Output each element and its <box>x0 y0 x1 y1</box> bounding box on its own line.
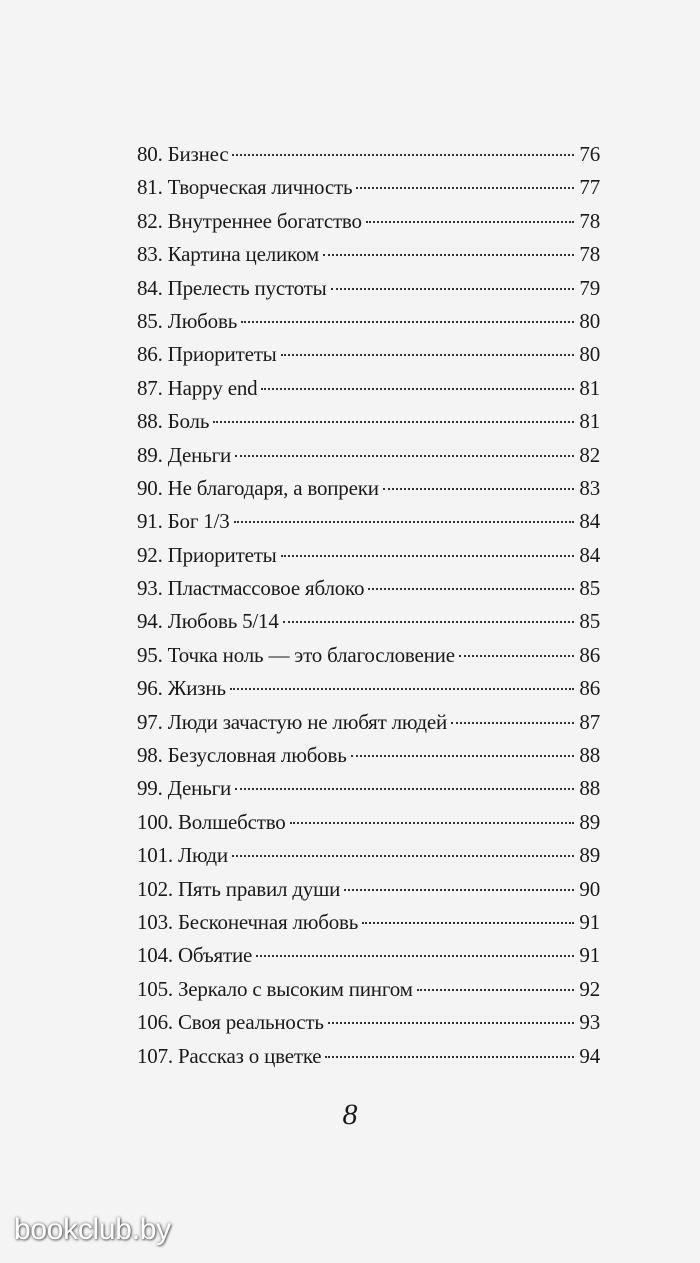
entry-number: 84. <box>137 275 163 300</box>
entry-page-number: 88 <box>579 776 600 801</box>
toc-entry <box>137 138 600 171</box>
entry-page-number: 77 <box>579 175 600 200</box>
entry-number: 83. <box>137 242 163 267</box>
dot-leader <box>261 387 574 390</box>
entry-page-number: 80 <box>579 342 600 367</box>
dot-leader <box>232 854 574 857</box>
toc-entry <box>137 706 600 739</box>
dot-leader <box>366 220 574 223</box>
entry-title: Люди зачастую не любят людей <box>167 709 447 734</box>
entry-title: Пять правил души <box>177 876 341 901</box>
dot-leader <box>256 954 574 957</box>
entry-number: 95. <box>137 642 163 667</box>
entry-page-number: 78 <box>579 208 600 233</box>
dot-leader <box>241 320 574 323</box>
entry-title: Объятие <box>177 943 253 968</box>
entry-title: Любовь <box>167 308 238 333</box>
entry-number: 104. <box>137 943 173 968</box>
entry-page-number: 91 <box>579 909 600 934</box>
entry-title: Бесконечная любовь <box>177 909 359 934</box>
entry-title: Боль <box>167 409 210 434</box>
toc-entry <box>137 939 600 972</box>
entry-page-number: 79 <box>579 275 600 300</box>
entry-number: 101. <box>137 843 173 868</box>
entry-page-number: 81 <box>579 409 600 434</box>
dot-leader <box>331 287 574 290</box>
entry-title: Не благодаря, а вопреки <box>167 475 379 500</box>
entry-title: Бог 1/3 <box>167 509 230 534</box>
toc-entry <box>137 605 600 638</box>
dot-leader <box>230 687 574 690</box>
dot-leader <box>235 787 574 790</box>
entry-page-number: 89 <box>579 843 600 868</box>
entry-number: 96. <box>137 676 163 701</box>
entry-number: 93. <box>137 576 163 601</box>
entry-page-number: 92 <box>579 976 600 1001</box>
toc-entry <box>137 372 600 405</box>
entry-page-number: 87 <box>579 709 600 734</box>
watermark: bookclub.by <box>14 1213 171 1246</box>
entry-number: 92. <box>137 542 163 567</box>
entry-title: Внутреннее богатство <box>167 208 362 233</box>
toc-entry <box>137 1040 600 1073</box>
dot-leader <box>368 587 574 590</box>
dot-leader <box>281 353 574 356</box>
dot-leader <box>283 620 574 623</box>
entry-number: 80. <box>137 142 163 166</box>
entry-page-number: 80 <box>579 308 600 333</box>
entry-page-number: 81 <box>579 375 600 400</box>
toc-entry <box>137 272 600 305</box>
toc-entry <box>137 839 600 872</box>
dot-leader <box>325 1055 574 1058</box>
dot-leader <box>356 186 574 189</box>
toc-entry <box>137 238 600 271</box>
entry-title: Жизнь <box>167 676 226 701</box>
entry-number: 82. <box>137 208 163 233</box>
table-of-contents <box>137 138 600 1073</box>
dot-leader <box>235 454 574 457</box>
entry-title: Творческая личность <box>167 175 353 200</box>
entry-page-number: 86 <box>579 676 600 701</box>
entry-page-number: 83 <box>579 475 600 500</box>
toc-entry <box>137 439 600 472</box>
dot-leader <box>451 721 574 724</box>
entry-number: 102. <box>137 876 173 901</box>
entry-title: Приоритеты <box>167 542 277 567</box>
toc-entry <box>137 672 600 705</box>
toc-entry <box>137 539 600 572</box>
entry-title: Люди <box>177 843 228 868</box>
dot-leader <box>328 1021 574 1024</box>
entry-title: Happy end <box>167 375 258 400</box>
entry-title: Приоритеты <box>167 342 277 367</box>
entry-number: 105. <box>137 976 173 1001</box>
entry-page-number: 93 <box>579 1010 600 1035</box>
toc-entry <box>137 772 600 805</box>
entry-title: Картина целиком <box>167 242 319 267</box>
entry-number: 98. <box>137 743 163 768</box>
entry-page-number: 84 <box>579 542 600 567</box>
entry-page-number: 82 <box>579 442 600 467</box>
entry-number: 86. <box>137 342 163 367</box>
dot-leader <box>323 253 574 256</box>
dot-leader <box>213 420 574 423</box>
entry-title: Рассказ о цветке <box>177 1043 322 1068</box>
toc-entry <box>137 205 600 238</box>
dot-leader <box>281 554 574 557</box>
entry-title: Пластмассовое яблоко <box>167 576 365 601</box>
toc-entry <box>137 873 600 906</box>
toc-entry <box>137 973 600 1006</box>
dot-leader <box>234 520 574 523</box>
toc-entry <box>137 639 600 672</box>
toc-entry <box>137 505 600 538</box>
toc-entry <box>137 171 600 204</box>
toc-entry <box>137 739 600 772</box>
entry-title: Любовь 5/14 <box>167 609 279 634</box>
entry-title: Своя реальность <box>177 1010 324 1035</box>
entry-number: 90. <box>137 475 163 500</box>
entry-title: Деньги <box>167 442 232 467</box>
entry-title: Безусловная любовь <box>167 743 347 768</box>
entry-title: Точка ноль — это благословение <box>167 642 455 667</box>
entry-number: 85. <box>137 308 163 333</box>
entry-number: 88. <box>137 409 163 434</box>
entry-number: 99. <box>137 776 163 801</box>
page-number: 8 <box>342 1098 358 1131</box>
entry-page-number: 85 <box>579 609 600 634</box>
toc-entry <box>137 806 600 839</box>
dot-leader <box>459 654 574 657</box>
dot-leader <box>344 888 574 891</box>
dot-leader <box>290 821 574 824</box>
toc-entry <box>137 472 600 505</box>
entry-number: 107. <box>137 1043 173 1068</box>
entry-page-number: 78 <box>579 242 600 267</box>
dot-leader <box>362 921 574 924</box>
entry-page-number: 90 <box>579 876 600 901</box>
toc-entry <box>137 906 600 939</box>
entry-page-number: 91 <box>579 943 600 968</box>
entry-number: 103. <box>137 909 173 934</box>
entry-page-number: 76 <box>579 142 600 166</box>
entry-number: 106. <box>137 1010 173 1035</box>
toc-entry <box>137 405 600 438</box>
entry-number: 81. <box>137 175 163 200</box>
toc-entry <box>137 338 600 371</box>
dot-leader <box>232 153 574 156</box>
entry-number: 97. <box>137 709 163 734</box>
entry-title: Деньги <box>167 776 232 801</box>
entry-page-number: 89 <box>579 809 600 834</box>
dot-leader <box>383 487 574 490</box>
dot-leader <box>417 988 574 991</box>
toc-entry <box>137 572 600 605</box>
entry-title: Бизнес <box>167 142 229 166</box>
toc-entry <box>137 305 600 338</box>
entry-number: 100. <box>137 809 173 834</box>
entry-number: 91. <box>137 509 163 534</box>
entry-title: Волшебство <box>177 809 286 834</box>
entry-number: 87. <box>137 375 163 400</box>
entry-number: 89. <box>137 442 163 467</box>
entry-page-number: 84 <box>579 509 600 534</box>
entry-page-number: 85 <box>579 576 600 601</box>
entry-page-number: 86 <box>579 642 600 667</box>
entry-title: Прелесть пустоты <box>167 275 327 300</box>
toc-entry <box>137 1006 600 1039</box>
entry-number: 94. <box>137 609 163 634</box>
entry-title: Зеркало с высоким пингом <box>177 976 413 1001</box>
dot-leader <box>351 754 574 757</box>
entry-page-number: 94 <box>579 1043 600 1068</box>
entry-page-number: 88 <box>579 743 600 768</box>
